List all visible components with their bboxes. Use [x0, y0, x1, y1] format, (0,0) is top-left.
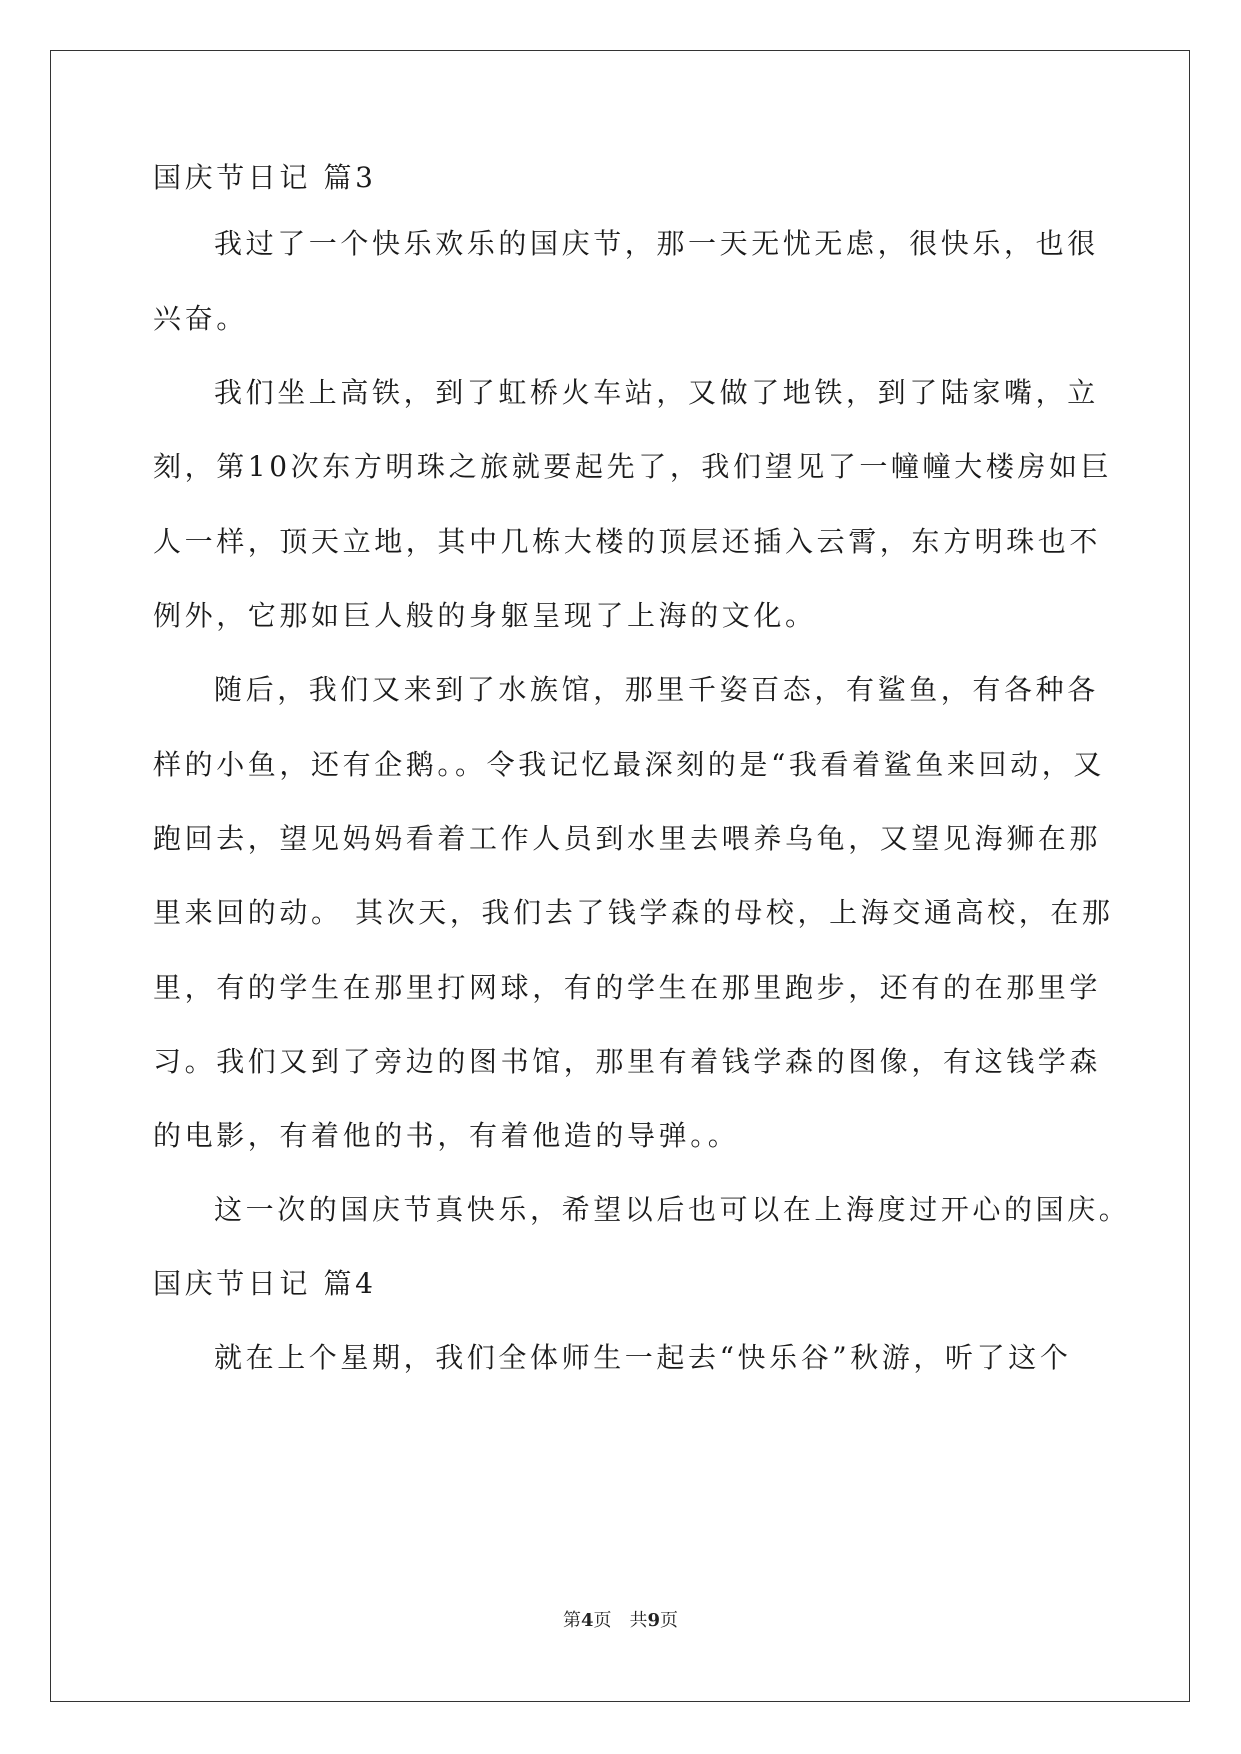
paragraph-line: 跑回去，望见妈妈看着工作人员到水里去喂养乌龟，又望见海狮在那	[153, 822, 1102, 855]
page-current: 4	[580, 1610, 594, 1631]
page-prefix: 第	[562, 1610, 581, 1631]
paragraph-line: 例外，它那如巨人般的身躯呈现了上海的文化。	[153, 599, 817, 632]
paragraph-line: 随后，我们又来到了水族馆，那里千姿百态，有鲨鱼，有各种各	[214, 673, 1099, 706]
total-suffix: 页	[660, 1610, 679, 1631]
paragraph-line: 我们坐上高铁，到了虹桥火车站，又做了地铁，到了陆家嘴，立	[214, 376, 1099, 409]
paragraph-line: 里来回的动。 其次天，我们去了钱学森的母校，上海交通高校，在那	[153, 896, 1114, 929]
section-3-heading: 国庆节日记 篇3	[153, 161, 377, 194]
section-4-heading: 国庆节日记 篇4	[153, 1267, 377, 1300]
paragraph-line: 人一样，顶天立地，其中几栋大楼的顶层还插入云霄，东方明珠也不	[153, 525, 1102, 558]
page-total: 9	[647, 1610, 661, 1631]
paragraph-line: 习。我们又到了旁边的图书馆，那里有着钱学森的图像，有这钱学森	[153, 1045, 1102, 1078]
paragraph-line: 我过了一个快乐欢乐的国庆节，那一天无忧无虑，很快乐，也很	[214, 227, 1099, 260]
paragraph-line: 样的小鱼，还有企鹅。。令我记忆最深刻的是“我看着鲨鱼来回动，又	[153, 748, 1105, 781]
paragraph-line: 里，有的学生在那里打网球，有的学生在那里跑步，还有的在那里学	[153, 971, 1102, 1004]
page-mid: 页	[593, 1610, 612, 1631]
paragraph-line: 兴奋。	[153, 302, 248, 335]
paragraph-line: 这一次的国庆节真快乐，希望以后也可以在上海度过开心的国庆。	[214, 1193, 1131, 1226]
page-number-footer	[0, 1610, 1241, 1632]
paragraph-line: 就在上个星期，我们全体师生一起去“快乐谷”秋游，听了这个	[214, 1341, 1072, 1374]
paragraph-line: 的电影，有着他的书，有着他造的导弹。。	[153, 1119, 740, 1152]
total-prefix: 共	[629, 1610, 648, 1631]
paragraph-line: 刻，第10次东方明珠之旅就要起先了，我们望见了一幢幢大楼房如巨	[153, 450, 1113, 483]
page-border	[50, 50, 1190, 1702]
